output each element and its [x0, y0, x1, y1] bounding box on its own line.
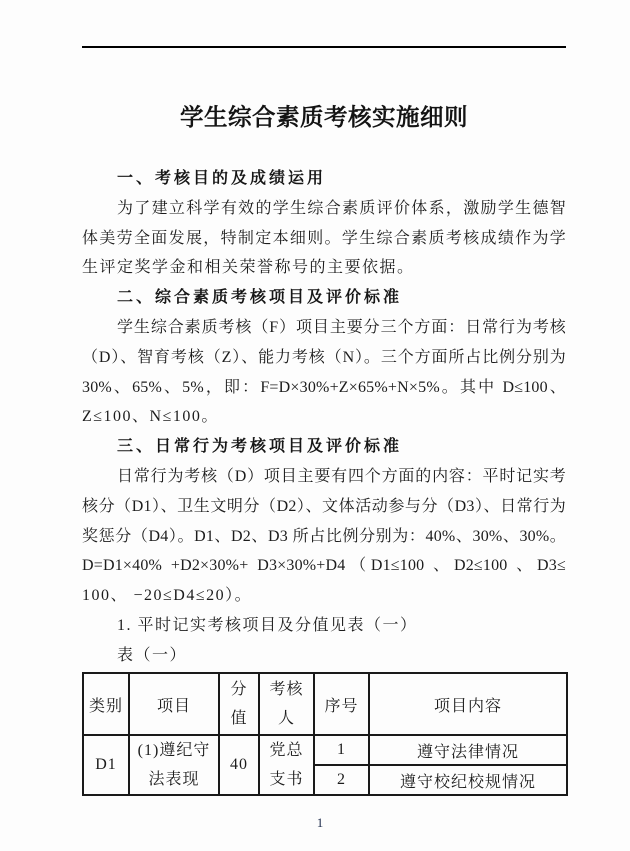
- formula-line: Z≤100、N≤100。: [82, 408, 219, 426]
- col-header-category: 类别: [83, 673, 129, 735]
- cell-content: 遵守校纪校规情况: [369, 765, 567, 795]
- text-line: 为了建立科学有效的学生综合素质评价体系，激励学生德智: [117, 199, 566, 217]
- list-item-1: 1. 平时记实考核项目及分值见表（一）: [117, 616, 418, 634]
- table-header-row: [83, 673, 567, 735]
- cell-content: 遵守法律情况: [369, 735, 567, 765]
- formula-line: 30%、65%、5%，即：F=D×30%+Z×65%+N×5%。其中 D≤100、: [82, 378, 566, 396]
- cell-assessor: 党总 支书: [259, 735, 314, 795]
- document-body: [82, 164, 566, 671]
- text-line: 体美劳全面发展，特制定本细则。学生综合素质考核成绩作为学: [82, 229, 566, 247]
- col-header-seq: 序号: [314, 673, 369, 735]
- section-heading-1: 一、考核目的及成绩运用: [117, 170, 327, 187]
- formula-line: D=D1×40% +D2×30%+ D3×30%+D4（D1≤100 、D2≤100 、D3≤: [82, 557, 566, 575]
- page-number: 1: [316, 815, 324, 830]
- formula-line: 100、 −20≤D4≤20）。: [82, 587, 253, 605]
- section-heading-3: 三、日常行为考核项目及评价标准: [117, 438, 403, 456]
- col-header-item: 项目: [129, 673, 219, 735]
- text-line: 核分（D1）、卫生文明分（D2）、文体活动参与分（D3）、日常行为: [82, 497, 566, 515]
- cell-seq: 1: [314, 735, 369, 765]
- text-line: 奖惩分（D4）。D1、D2、D3 所占比例分别为：40%、30%、30%。: [82, 527, 566, 545]
- text-line: 生评定奖学金和相关荣誉称号的主要依据。: [82, 259, 415, 277]
- text-line: 日常行为考核（D）项目主要有四个方面的内容：平时记实考: [117, 467, 566, 485]
- cell-score: 40: [219, 735, 259, 795]
- col-header-assessor: 考核 人: [259, 673, 314, 735]
- header-rule-line: [82, 46, 566, 48]
- col-header-content: 项目内容: [369, 673, 567, 735]
- cell-seq: 2: [314, 765, 369, 795]
- assessment-table: [82, 672, 568, 796]
- text-line: （D）、智育考核（Z）、能力考核（N）。三个方面所占比例分别为: [82, 348, 566, 366]
- document-title: 学生综合素质考核实施细则: [180, 105, 468, 131]
- cell-category: D1: [83, 735, 129, 795]
- section-heading-2: 二、综合素质考核项目及评价标准: [117, 289, 403, 307]
- col-header-score: 分 值: [219, 673, 259, 735]
- table-row: [83, 735, 567, 765]
- cell-item: (1)遵纪守 法表现: [129, 735, 219, 795]
- table-caption: 表（一）: [117, 646, 188, 664]
- text-line: 学生综合素质考核（F）项目主要分三个方面：日常行为考核: [117, 318, 566, 336]
